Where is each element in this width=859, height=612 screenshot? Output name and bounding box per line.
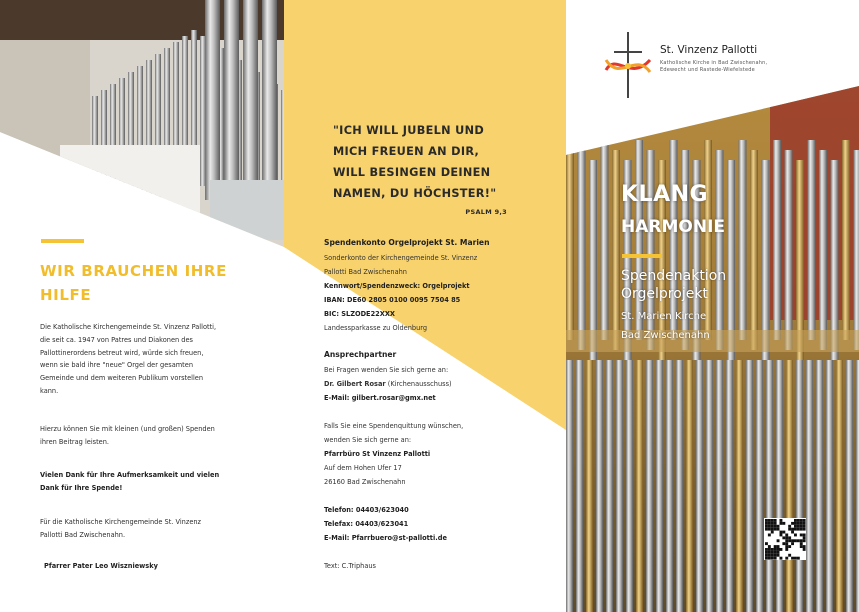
organ-pipe [716, 150, 724, 350]
quote-line: NAMEN, DU HÖCHSTER!" [333, 187, 497, 200]
qr-cell [771, 557, 774, 560]
qr-cell [777, 554, 780, 557]
qr-cell [777, 539, 780, 542]
psalm-reference: PSALM 9,3 [465, 208, 507, 216]
qr-cell [768, 545, 771, 548]
qr-cell [765, 551, 768, 554]
qr-cell [797, 519, 800, 522]
text-line: Falls Sie eine Spendenquittung wünschen, [324, 422, 464, 430]
qr-cell [791, 522, 794, 525]
qr-cell [774, 528, 777, 531]
qr-cell [765, 542, 768, 545]
qr-cell [765, 519, 768, 522]
qr-cell [797, 557, 800, 560]
qr-cell [768, 522, 771, 525]
organ-pipe [666, 360, 673, 612]
text-line: Bei Fragen wenden Sie sich gerne an: [324, 366, 449, 374]
organ-pipe [686, 360, 693, 612]
qr-cell [771, 519, 774, 522]
organ-pipe [819, 150, 827, 350]
qr-cell [780, 557, 783, 560]
organ-pipe [826, 360, 833, 612]
qr-cell [777, 525, 780, 528]
office-street: Auf dem Hohen Ufer 17 [324, 464, 402, 472]
fax: Telefax: 04403/623041 [324, 520, 409, 528]
qr-cell [797, 528, 800, 531]
qr-cell [803, 525, 806, 528]
qr-cell [788, 525, 791, 528]
qr-cell [800, 528, 803, 531]
qr-cell [785, 539, 788, 542]
qr-cell [782, 531, 785, 534]
left-heading [40, 259, 270, 307]
organ-pipe [796, 360, 803, 612]
qr-cell [768, 548, 771, 551]
logo-name: St. Vinzenz Pallotti [660, 44, 758, 56]
organ-pipe [596, 360, 603, 612]
contact-heading: Ansprechpartner [324, 350, 397, 359]
qr-cell [765, 525, 768, 528]
left-paragraph-4 [40, 516, 256, 542]
contact-role: (Kirchenausschuss) [385, 380, 452, 388]
qr-cell [777, 545, 780, 548]
text-line: Dank für Ihre Spende! [40, 483, 123, 492]
phone: Telefon: 04403/623040 [324, 506, 409, 514]
organ-pipe [205, 0, 220, 200]
qr-cell [782, 522, 785, 525]
organ-pipe [785, 150, 793, 350]
organ-pipe [716, 360, 723, 612]
qr-cell [785, 536, 788, 539]
organ-pipe [756, 360, 763, 612]
qr-cell [800, 545, 803, 548]
qr-cell [771, 548, 774, 551]
organ-pipe [224, 0, 239, 200]
qr-cell [771, 531, 774, 534]
qr-cell [780, 534, 783, 537]
qr-cell [791, 528, 794, 531]
qr-cell [768, 551, 771, 554]
qr-cell [794, 528, 797, 531]
text-line: Pallotti Bad Zwischenahn. [40, 530, 126, 539]
organ-pipe [786, 360, 793, 612]
qr-cell [794, 557, 797, 560]
text-line: Gemeinde und dem weiteren Publikum vorstellen [40, 374, 204, 383]
organ-pipe [616, 360, 623, 612]
qr-cell [794, 534, 797, 537]
qr-cell [797, 539, 800, 542]
pallotti-logo-icon [600, 30, 656, 100]
qr-cell [774, 519, 777, 522]
qr-cell [777, 528, 780, 531]
organ-pipe [566, 140, 574, 340]
organ-pipe [766, 360, 773, 612]
qr-cell [777, 551, 780, 554]
qr-cell [774, 557, 777, 560]
qr-cell [794, 519, 797, 522]
text-line: Sonderkonto der Kirchengemeinde St. Vinzenz [324, 254, 478, 262]
organ-pipe [836, 360, 843, 612]
organ-pipe [676, 360, 683, 612]
qr-cell [800, 539, 803, 542]
qr-cell [771, 554, 774, 557]
qr-cell [803, 522, 806, 525]
qr-cell [785, 534, 788, 537]
organ-pipe [656, 360, 663, 612]
qr-cell [771, 525, 774, 528]
title-klang: KLANG [621, 182, 709, 207]
kennwort: Kennwort/Spendenzweck: Orgelprojekt [324, 282, 470, 290]
office-name: Pfarrbüro St Vinzenz Pallotti [324, 450, 431, 458]
qr-cell [782, 536, 785, 539]
qr-cell [800, 534, 803, 537]
organ-pipe [646, 360, 653, 612]
qr-cell [765, 522, 768, 525]
text-credit: Text: C.Triphaus [324, 562, 376, 570]
qr-cell [771, 522, 774, 525]
logo-subtitle-line: Katholische Kirche in Bad Zwischenahn, [660, 60, 768, 66]
text-line: Pallotti Bad Zwischenahn [324, 268, 407, 276]
qr-cell [780, 519, 783, 522]
organ-pipe [750, 150, 758, 350]
qr-cell [788, 545, 791, 548]
quote-line: MICH FREUEN AN DIR, [333, 145, 480, 158]
qr-cell [794, 522, 797, 525]
left-paragraph-2 [40, 423, 256, 449]
qr-cell [774, 554, 777, 557]
qr-cell [771, 551, 774, 554]
qr-cell [768, 557, 771, 560]
left-thanks [40, 469, 256, 495]
qr-cell [768, 528, 771, 531]
qr-cell [803, 528, 806, 531]
campaign-subtitle: Bad Zwischenahn [621, 330, 710, 341]
logo-subtitle-line: Edewecht und Rastede-Wiefelstede [660, 67, 755, 73]
text-line: die seit ca. 1947 von Patres und Diakonen des [40, 335, 193, 344]
text-line: Vielen Dank für Ihre Aufmerksamkeit und vielen [40, 471, 220, 479]
text-line: ihren Beitrag leisten. [40, 437, 110, 446]
organ-pipe [578, 150, 586, 350]
qr-cell [803, 548, 806, 551]
organ-pipe [606, 360, 613, 612]
qr-cell [788, 528, 791, 531]
qr-cell [788, 536, 791, 539]
organ-pipe [726, 360, 733, 612]
iban: IBAN: DE60 2805 0100 0095 7504 85 [324, 296, 461, 304]
qr-cell [771, 528, 774, 531]
qr-cell [780, 522, 783, 525]
quote-line: WILL BESINGEN DEINEN [333, 166, 491, 179]
qr-cell [791, 539, 794, 542]
organ-pipe [736, 360, 743, 612]
bic: BIC: SLZODE22XXX [324, 310, 395, 318]
text-line: wenden Sie sich gerne an: [324, 436, 412, 444]
office-city: 26160 Bad Zwischenahn [324, 478, 406, 486]
text-line: kann. [40, 386, 59, 395]
qr-cell [794, 525, 797, 528]
qr-cell [803, 534, 806, 537]
organ-pipe [566, 360, 573, 612]
text-line: Die Katholische Kirchengemeinde St. Vinzenz Pallotti, [40, 323, 217, 331]
contact-person [324, 380, 452, 388]
organ-pipe [806, 360, 813, 612]
text-line: Für die Katholische Kirchengemeinde St. Vinzenz [40, 518, 202, 526]
qr-cell [765, 528, 768, 531]
text-line: Pallottinerordens betreut wird, würde sich freuen, [40, 348, 204, 357]
qr-cell [803, 539, 806, 542]
organ-pipe [576, 360, 583, 612]
qr-cell [774, 545, 777, 548]
qr-cell [777, 548, 780, 551]
qr-cell [800, 519, 803, 522]
campaign-title: Spendenaktion [621, 268, 727, 284]
campaign-title: Orgelprojekt [621, 286, 708, 302]
organ-pipe [586, 360, 593, 612]
qr-cell [774, 522, 777, 525]
accent-line [622, 254, 662, 258]
qr-cell [774, 551, 777, 554]
organ-pipe [746, 360, 753, 612]
signature: Pfarrer Pater Leo Wiszniewsky [44, 562, 158, 570]
qr-cell [768, 534, 771, 537]
qr-cell [803, 519, 806, 522]
qr-cell [785, 545, 788, 548]
qr-cell [774, 525, 777, 528]
qr-code-icon[interactable] [764, 518, 806, 560]
text-line: Hierzu können Sie mit kleinen (und großen) Spenden [40, 425, 215, 433]
qr-cell [800, 525, 803, 528]
qr-cell [765, 554, 768, 557]
accent-line [41, 239, 84, 243]
qr-cell [785, 548, 788, 551]
qr-cell [768, 519, 771, 522]
qr-cell [788, 554, 791, 557]
organ-pipe [776, 360, 783, 612]
left-heading-line: HILFE [40, 286, 92, 304]
qr-cell [791, 557, 794, 560]
qr-cell [800, 542, 803, 545]
title-harmonie: HARMONIE [621, 217, 726, 237]
qr-cell [780, 548, 783, 551]
organ-pipe [262, 0, 277, 200]
qr-cell [768, 554, 771, 557]
qr-cell [794, 539, 797, 542]
organ-pipe [846, 360, 853, 612]
organ-pipe [601, 140, 609, 340]
qr-cell [785, 557, 788, 560]
qr-cell [774, 548, 777, 551]
qr-cell [765, 548, 768, 551]
organ-pipe [243, 0, 258, 200]
qr-cell [800, 522, 803, 525]
organ-pipe [612, 150, 620, 350]
bank-name: Landessparkasse zu Oldenburg [324, 324, 428, 332]
bible-quote [333, 120, 533, 204]
quote-line: "ICH WILL JUBELN UND [333, 124, 485, 137]
organ-pipe [696, 360, 703, 612]
organ-pipe [842, 140, 850, 340]
qr-cell [765, 557, 768, 560]
organ-pipe [816, 360, 823, 612]
organ-pipe [670, 140, 678, 340]
organ-pipe [704, 140, 712, 340]
organ-pipe [773, 140, 781, 340]
qr-cell [803, 545, 806, 548]
organ-pipe [635, 140, 643, 340]
organ-pipe [706, 360, 713, 612]
qr-cell [780, 531, 783, 534]
organ-pipe [626, 360, 633, 612]
contact-name: Dr. Gilbert Rosar [324, 380, 386, 388]
campaign-subtitle: St. Marien Kirche [621, 311, 707, 322]
left-heading-line: WIR BRAUCHEN IHRE [40, 262, 227, 280]
organ-pipe [137, 66, 143, 216]
qr-cell [791, 531, 794, 534]
qr-cell [803, 536, 806, 539]
organ-pipe [636, 360, 643, 612]
qr-cell [797, 522, 800, 525]
organ-pipe [739, 140, 747, 340]
text-line: wenn sie bald ihre "neue" Orgel der gesamten [40, 361, 193, 370]
organ-pipe [854, 150, 859, 350]
account-heading: Spendenkonto Orgelprojekt St. Marien [324, 238, 490, 247]
qr-cell [768, 525, 771, 528]
organ-pipe [808, 140, 816, 340]
qr-cell [782, 542, 785, 545]
left-paragraph-1 [40, 321, 256, 398]
office-email[interactable]: E-Mail: Pfarrbuero@st-pallotti.de [324, 534, 447, 542]
contact-email[interactable]: E-Mail: gilbert.rosar@gmx.net [324, 394, 436, 402]
qr-cell [791, 542, 794, 545]
qr-cell [797, 525, 800, 528]
qr-cell [785, 542, 788, 545]
qr-cell [788, 539, 791, 542]
